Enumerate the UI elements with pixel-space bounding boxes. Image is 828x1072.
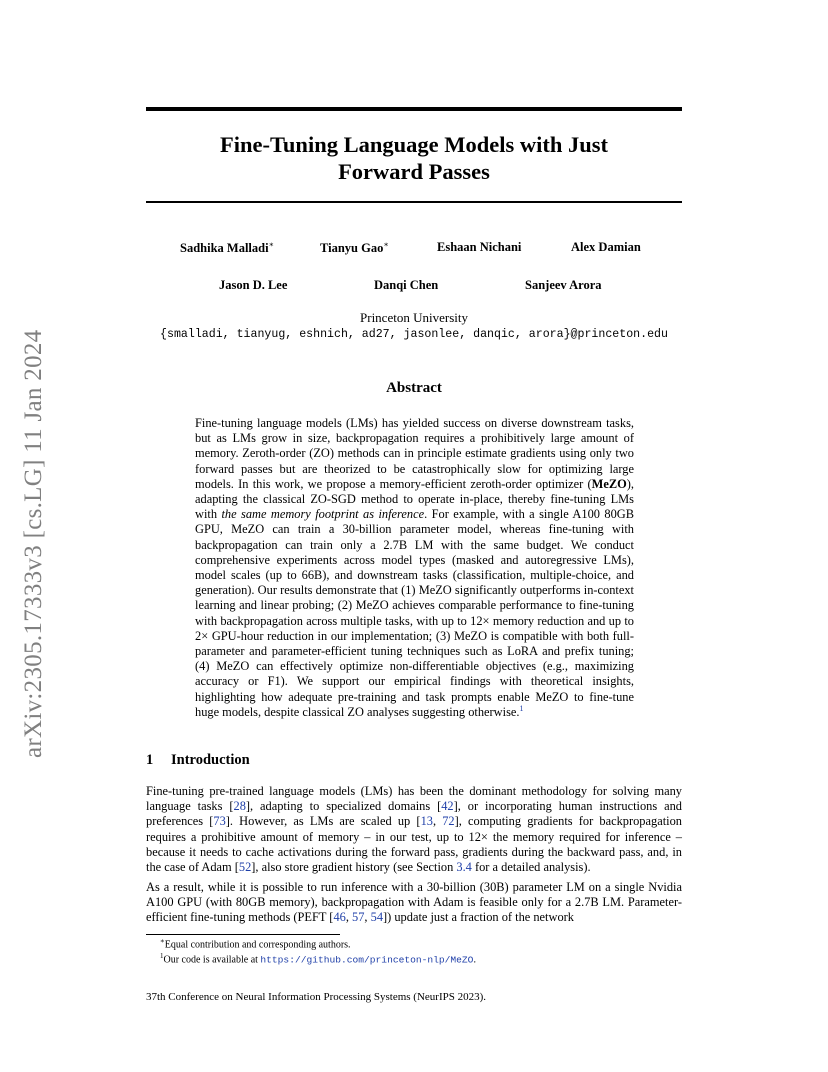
section-heading-introduction — [146, 752, 250, 769]
citation-link[interactable]: 52 — [238, 860, 252, 875]
affiliation: Princeton University — [360, 310, 468, 325]
mezo-bold: MeZO — [591, 476, 627, 491]
author-name: Alex Damian — [571, 240, 641, 254]
citation-link[interactable]: 57 — [352, 910, 365, 925]
citation-link[interactable]: 72 — [442, 814, 455, 829]
author-name: Sadhika Malladi∗ — [180, 240, 275, 256]
footnote-link-1[interactable]: 1 — [519, 703, 524, 713]
author-name: Jason D. Lee — [219, 278, 288, 292]
abstract-text: Fine-tuning language models (LMs) has yielded success on diverse downstream tasks, but as LMs grow in size, backpropagation requires a prohibitively large amount of memory. Zeroth-order (ZO) methods can in principle estimate gradients using only two forward passes but are theorized to be catastrophically slow for optimizing large models. In this work, we propose a memory-efficient zeroth-order optimizer (MeZO), adapting the classical ZO-SGD method to operate in-place, thereby fine-tuning LMs with the same memory footprint as inference. For example, with a single A100 80GB GPU, MeZO can train a 30-billion parameter model, whereas fine-tuning with backpropagation can train only a 2.7B LM with the same budget. We conduct comprehensive experiments across model types (masked and autoregressive LMs), model scales (up to 66B), and downstream tasks (classification, multiple-choice, and generation). Our results demonstrate that (1) MeZO significantly outperforms in-context learning and linear probing; (2) MeZO achieves comparable performance to fine-tuning with backpropagation across multiple tasks, with up to 12× memory reduction and up to 2× GPU-hour reduction in our implementation; (3) MeZO is compatible with both full-parameter and parameter-efficient tuning techniques such as LoRA and prefix tuning; (4) MeZO can effectively optimize non-differentiable objectives (e.g., maximizing accuracy or F1). We support our empirical findings with theoretical insights, highlighting how adequate pre-training and task prompts enable MeZO to fine-tune huge models, despite classical ZO analyses suggesting otherwise.$^1$ — [195, 416, 634, 719]
section-ref-link[interactable]: 3.4 — [456, 860, 472, 875]
citation-link[interactable]: 28 — [233, 799, 246, 814]
intro-paragraph-1: Fine-tuning pre-trained language models (LMs) has been the dominant methodology for solving many language tasks [28], adapting to specialized domains [42], or incorporating human instructions and preferences [73]. However, as LMs are scaled up [13, 72], computing gradients for backpropagation requires a prohibitive amount of memory – in our test, up to 12× the memory required for inference – because it needs to cache activations during the forward pass, gradients during the backward pass, and, in the case of Adam [52], also store gradient history (see Section 3.4 for a detailed analysis). — [146, 784, 682, 875]
author-name: Eshaan Nichani — [437, 240, 522, 254]
intro-paragraph-2: As a result, while it is possible to run inference with a 30-billion (30B) parameter LM on a single Nvidia A100 GPU (with 80GB memory), backpropagation with Adam is feasible only for a 2.7B LM. Parameter-efficient fine-tuning methods (PEFT [46, 57, 54]) update just a fraction of the network — [146, 880, 682, 925]
section-title: Introduction — [171, 752, 250, 768]
citation-link[interactable]: 73 — [213, 814, 226, 829]
author-name: Sanjeev Arora — [525, 278, 602, 292]
conference-note: 37th Conference on Neural Information Processing Systems (NeurIPS 2023). — [146, 991, 487, 1003]
arxiv-identifier-stamp: arXiv:2305.17333v3 [cs.LG] 11 Jan 2024 — [20, 329, 47, 758]
abstract-italic-phrase: the same memory footprint as inference — [221, 507, 425, 522]
citation-link[interactable]: 46 — [333, 910, 346, 925]
title-bottom-rule — [146, 201, 682, 203]
author-name: Tianyu Gao∗ — [320, 240, 389, 256]
code-url-link[interactable]: https://github.com/princeton-nlp/MeZO — [260, 954, 474, 966]
footnote-equal-contribution: ∗Equal contribution and corresponding authors. — [160, 937, 351, 951]
title-line-1: Fine-Tuning Language Models with Just — [219, 132, 608, 157]
author-name: Danqi Chen — [374, 278, 439, 292]
citation-link[interactable]: 13 — [420, 814, 433, 829]
title-top-rule — [146, 107, 682, 111]
citation-link[interactable]: 42 — [441, 799, 454, 814]
footnote-rule — [146, 934, 340, 935]
abstract-heading: Abstract — [386, 380, 442, 396]
citation-link[interactable]: 54 — [370, 910, 384, 925]
footnote-code: $^1$Our code is available at https://github.com/princeton-nlp/MeZO. — [160, 952, 476, 966]
paper-title — [146, 131, 682, 185]
section-number: 1 — [146, 752, 154, 768]
author-emails: {smalladi, tianyug, eshnich, ad27, jasonlee, danqic, arora}@princeton.edu — [160, 328, 668, 341]
title-line-2: Forward Passes — [338, 159, 490, 184]
